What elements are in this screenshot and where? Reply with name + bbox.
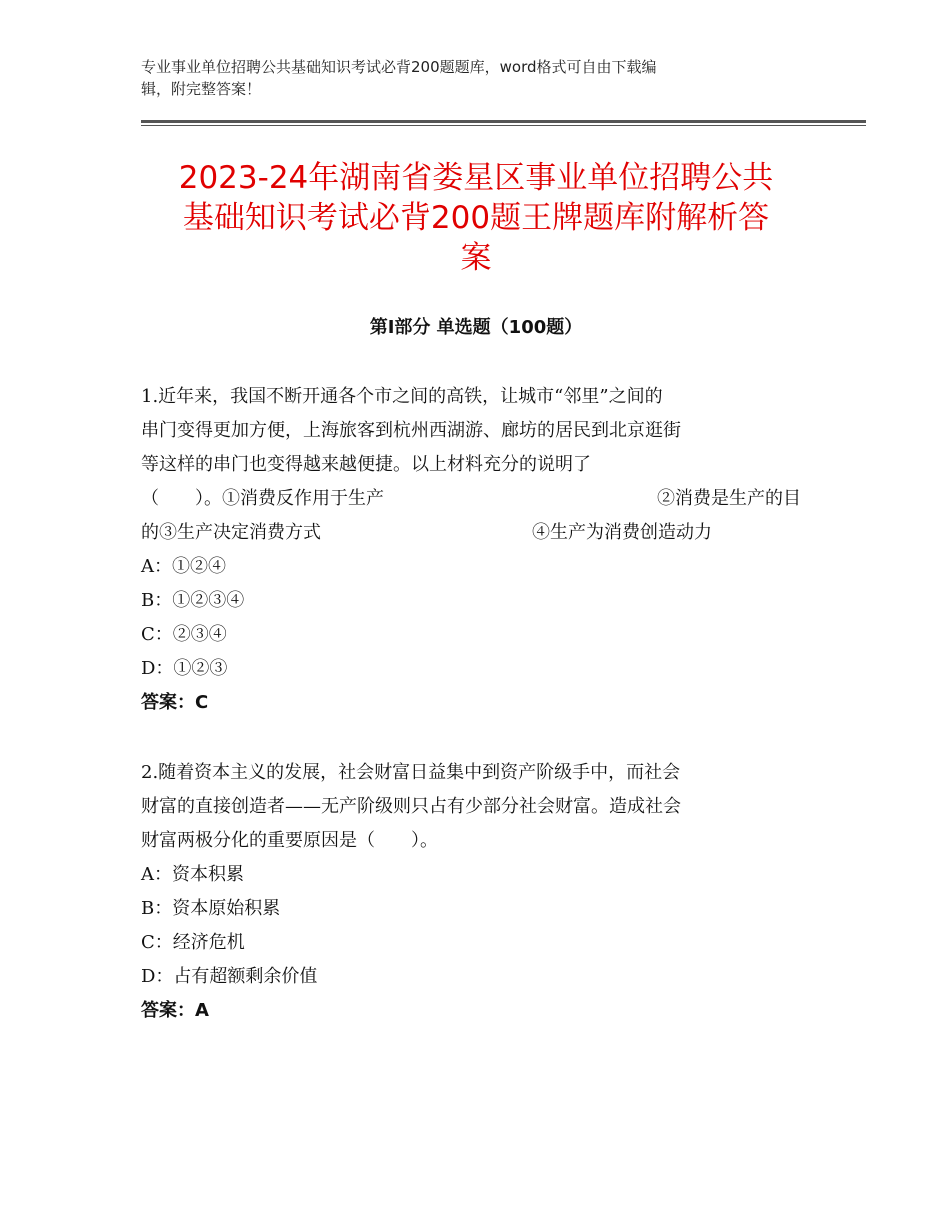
question-stem-segment: ④生产为消费创造动力 — [532, 522, 712, 543]
question-stem-segment: ②消费是生产的目 — [657, 488, 801, 509]
option-d: D：①②③ — [141, 658, 228, 679]
answer-label: 答案：A — [141, 1000, 209, 1021]
question-stem-line: 2.随着资本主义的发展，社会财富日益集中到资产阶级手中，而社会 — [141, 762, 681, 783]
question-stem-segment: （ ）。①消费反作用于生产 — [141, 488, 384, 509]
document-title-line-3: 案 — [460, 240, 492, 276]
section-title: 第Ⅰ部分 单选题（100题） — [369, 317, 583, 338]
header-divider-thin — [141, 125, 866, 126]
option-b: B：①②③④ — [141, 590, 245, 611]
option-b: B：资本原始积累 — [141, 898, 281, 919]
header-note-line-2: 辑，附完整答案！ — [141, 80, 262, 98]
option-c: C：经济危机 — [141, 932, 245, 953]
question-stem-line: 等这样的串门也变得越来越便捷。以上材料充分的说明了 — [141, 454, 591, 475]
question-stem-segment: 的③生产决定消费方式 — [141, 522, 321, 543]
question-stem-line — [141, 482, 801, 516]
document-title-line-2: 基础知识考试必背200题王牌题库附解析答 — [182, 200, 770, 236]
question-stem-line: 1.近年来，我国不断开通各个市之间的高铁，让城市“邻里”之间的 — [141, 386, 663, 407]
question-2 — [141, 756, 801, 1028]
option-c: C：②③④ — [141, 624, 227, 645]
option-a: A：资本积累 — [141, 864, 244, 885]
option-d: D：占有超额剩余价值 — [141, 966, 318, 987]
document-title-line-1: 2023-24年湖南省娄星区事业单位招聘公共 — [178, 160, 774, 196]
header-divider-thick — [141, 120, 866, 123]
header-note-line-1: 专业事业单位招聘公共基础知识考试必背200题题库，word格式可自由下载编 — [141, 58, 657, 76]
header-note — [141, 56, 801, 100]
answer-label: 答案：C — [141, 692, 209, 713]
question-stem-line: 串门变得更加方便，上海旅客到杭州西湖游、廊坊的居民到北京逛街 — [141, 420, 681, 441]
option-a: A：①②④ — [141, 556, 226, 577]
document-title — [141, 158, 811, 278]
question-stem-line: 财富两极分化的重要原因是（ ）。 — [141, 830, 438, 851]
question-1 — [141, 380, 801, 720]
question-stem-line — [141, 516, 801, 550]
question-stem-line: 财富的直接创造者——无产阶级则只占有少部分社会财富。造成社会 — [141, 796, 681, 817]
